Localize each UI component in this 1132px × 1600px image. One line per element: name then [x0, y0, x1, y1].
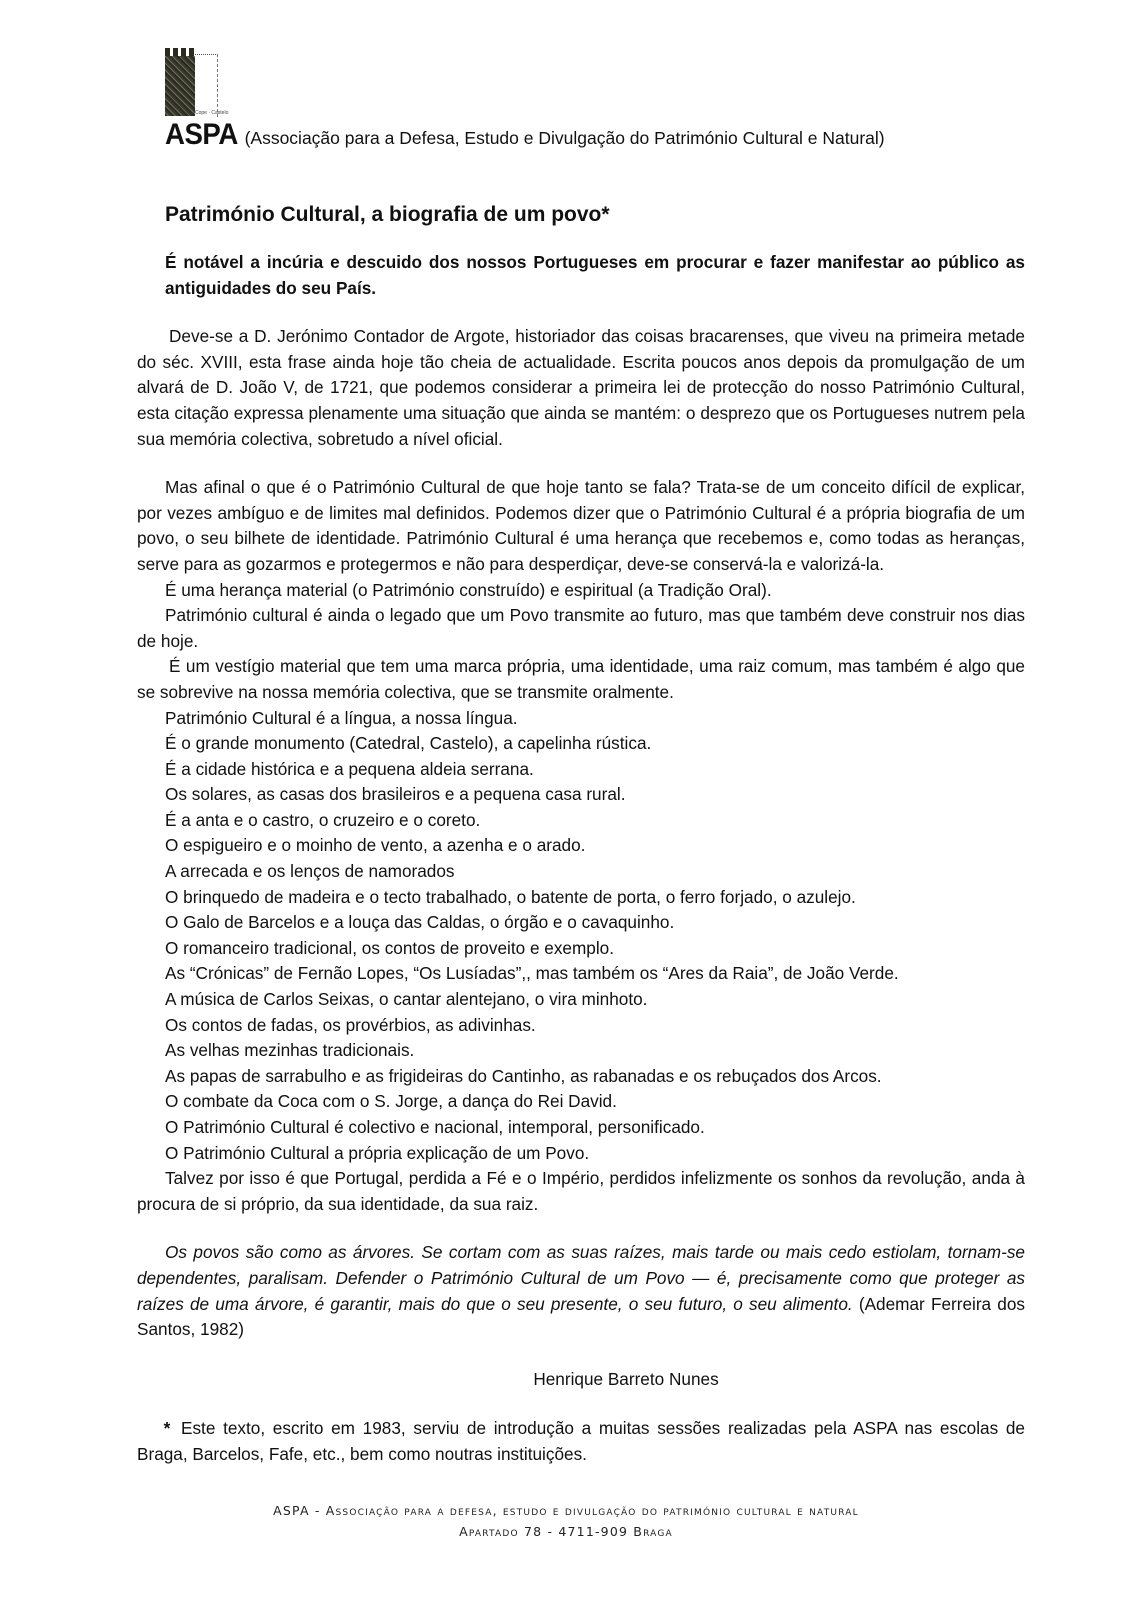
list-item: É o grande monumento (Catedral, Castelo), a capelinha rústica.	[165, 733, 652, 754]
footnote	[137, 1416, 1025, 1467]
paragraph-2: Mas afinal o que é o Património Cultural de que hoje tanto se fala? Trata-se de um conceito difícil de explicar, por vezes ambíguo e de limites mal definidos. Podemos dizer que o Património Cultural é a própria biografia de um povo, o seu bilhete de identidade. Património Cultural é uma herança que recebemos e, como todas as heranças, serve para as gozarmos e protegermos e não para desperdiçar, deve-se conservá-la e valorizá-la.	[137, 477, 1025, 574]
letterhead	[165, 118, 885, 152]
list-item: É a anta e o castro, o cruzeiro e o coreto.	[165, 809, 481, 830]
list-item: O brinquedo de madeira e o tecto trabalhado, o batente de porta, o ferro forjado, o azulejo.	[165, 886, 856, 907]
list-item: As “Crónicas” de Fernão Lopes, “Os Lusíadas”,, mas também os “Ares da Raia”, de João Verde.	[165, 963, 899, 984]
logo-tower-shaded	[165, 56, 195, 116]
lead-quote: É notável a incúria e descuido dos nossos Portugueses em procurar e fazer manifestar ao público as antiguidades do seu País.	[165, 252, 1025, 298]
aspa-logo-tower-icon	[165, 44, 255, 118]
list-item: Os contos de fadas, os provérbios, as adivinhas.	[165, 1014, 536, 1035]
paragraph-3: É uma herança material (o Património construído) e espiritual (a Tradição Oral).	[165, 579, 772, 600]
list-item: O Galo de Barcelos e a louça das Caldas, o órgão e o cavaquinho.	[165, 912, 675, 933]
list-item: O espigueiro e o moinho de vento, a azenha e o arado.	[165, 835, 586, 856]
quote-text: Os povos são como as árvores. Se cortam com as suas raízes, mais tarde ou mais cedo estiolam, tornam-se dependentes, paralisam. Defender o Património Cultural de um Povo — é, precisamente como que proteger as raízes de uma árvore, é garantir, mais do que o seu presente, o seu futuro, o seu alimento.	[137, 1242, 1025, 1314]
article-body	[137, 250, 1025, 1468]
paragraph-5: É um vestígio material que tem uma marca própria, uma identidade, uma raiz comum, mas também é algo que se sobrevive na nossa memória colectiva, que se transmite oralmente.	[137, 656, 1025, 702]
logo-caption: Cope · Castelo	[195, 110, 229, 116]
logo-tower-outline	[195, 54, 218, 117]
list-item: O Património Cultural a própria explicação de um Povo.	[165, 1142, 590, 1163]
footer-address-line-2: Apartado 78 - 4711-909 Braga	[459, 1524, 673, 1539]
list-item: O combate da Coca com o S. Jorge, a dança do Rei David.	[165, 1091, 617, 1112]
footnote-text: Este texto, escrito em 1983, serviu de introdução a muitas sessões realizadas pela ASPA nas escolas de Braga, Barcelos, Fafe, etc., bem como noutras instituições.	[137, 1418, 1025, 1464]
paragraph-4: Património cultural é ainda o legado que um Povo transmite ao futuro, mas que também deve construir nos dias de hoje.	[137, 605, 1025, 651]
list-item: As papas de sarrabulho e as frigideiras do Cantinho, as rabanadas e os rebuçados dos Arcos.	[165, 1065, 882, 1086]
list-item: As velhas mezinhas tradicionais.	[165, 1040, 415, 1061]
footer-address-line-1: ASPA - Associação para a defesa, estudo e divulgação do património cultural e natural	[273, 1503, 859, 1518]
list-item: A música de Carlos Seixas, o cantar alentejano, o vira minhoto.	[165, 989, 648, 1010]
quote-source: (Ademar Ferreira dos Santos, 1982)	[137, 1293, 1026, 1340]
heritage-list	[137, 706, 1025, 1167]
list-item: A arrecada e os lenços de namorados	[165, 861, 455, 882]
closing-quote	[137, 1240, 1025, 1342]
list-item: É a cidade histórica e a pequena aldeia serrana.	[165, 758, 534, 779]
paragraph-1: Deve-se a D. Jerónimo Contador de Argote, historiador das coisas bracarenses, que viveu na primeira metade do séc. XVIII, esta frase ainda hoje tão cheia de actualidade. Escrita poucos anos depois da promulgação de um alvará de D. João V, de 1721, que podemos considerar a primeira lei de protecção do nosso Património Cultural, esta citação expressa plenamente uma situação que ainda se mantém: o desprezo que os Portugueses nutrem pela sua memória colectiva, sobretudo a nível oficial.	[137, 326, 1025, 449]
org-acronym: ASPA	[165, 118, 238, 151]
list-item: O romanceiro tradicional, os contos de proveito e exemplo.	[165, 937, 615, 958]
list-item: O Património Cultural é colectivo e nacional, intemporal, personificado.	[165, 1117, 705, 1137]
list-item: Os solares, as casas dos brasileiros e a pequena casa rural.	[165, 784, 626, 805]
list-item: Património Cultural é a língua, a nossa língua.	[165, 707, 518, 728]
footnote-marker: *	[163, 1418, 171, 1439]
paragraph-6: Talvez por isso é que Portugal, perdida a Fé e o Império, perdidos infelizmente os sonhos da revolução, anda à procura de si próprio, da sua identidade, da sua raiz.	[137, 1168, 1025, 1214]
org-full-name: (Associação para a Defesa, Estudo e Divulgação do Património Cultural e Natural)	[244, 128, 885, 148]
article-title: Património Cultural, a biografia de um povo*	[165, 203, 610, 226]
author-name: Henrique Barreto Nunes	[533, 1368, 719, 1389]
